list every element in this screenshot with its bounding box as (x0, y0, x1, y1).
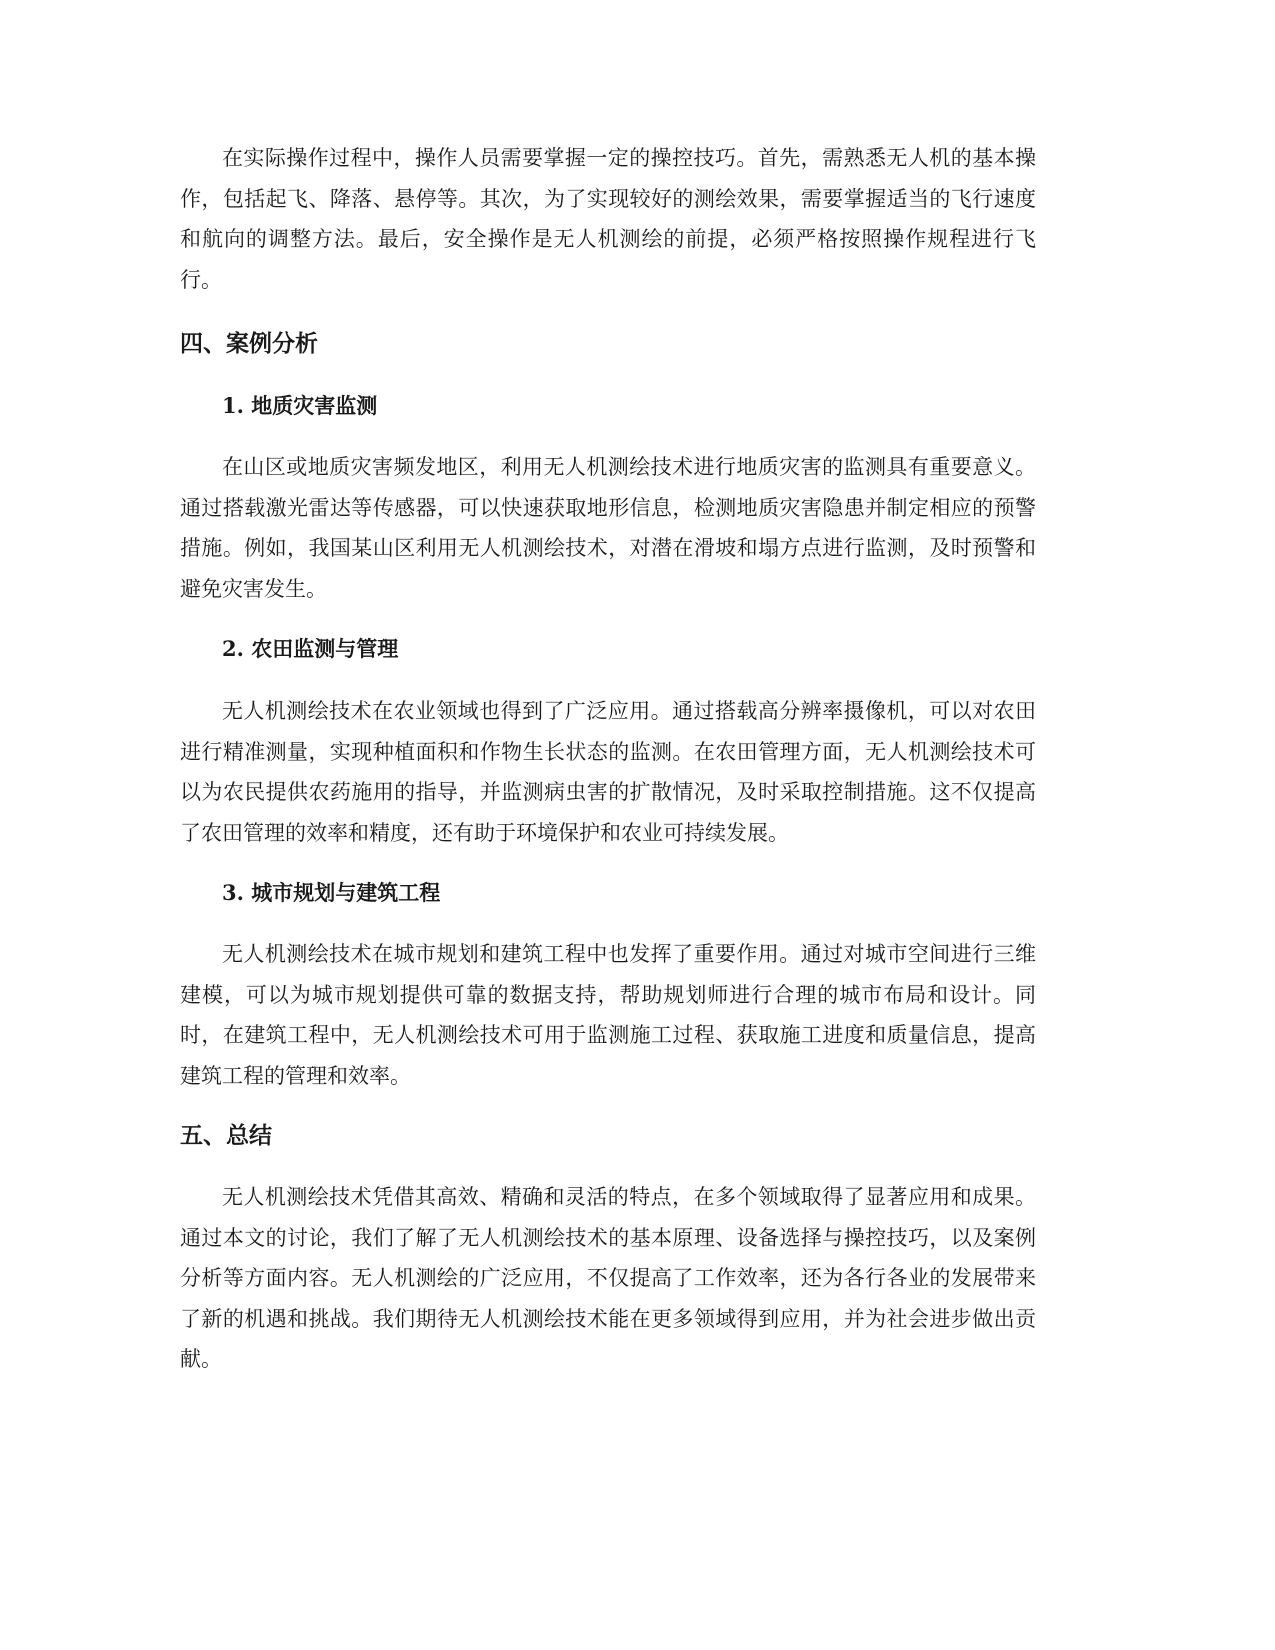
subheading-farmland: 2. 农田监测与管理 (222, 636, 399, 661)
paragraph-summary: 无人机测绘技术凭借其高效、精确和灵活的特点，在多个领域取得了显著应用和成果。通过本文的讨论，我们了解了无人机测绘技术的基本原理、设备选择与操控技巧，以及案例分析等方面内容。无人机测绘的广泛应用，不仅提高了工作效率，还为各行各业的发展带来了新的机遇和挑战。我们期待无人机测绘技术能在更多领域得到应用，并为社会进步做出贡献。 (180, 1185, 1036, 1371)
subheading-geological-disaster: 1. 地质灾害监测 (222, 393, 378, 418)
paragraph-geological-disaster: 在山区或地质灾害频发地区，利用无人机测绘技术进行地质灾害的监测具有重要意义。通过搭载激光雷达等传感器，可以快速获取地形信息，检测地质灾害隐患并制定相应的预警措施。例如，我国某山区利用无人机测绘技术，对潜在滑坡和塌方点进行监测，及时预警和避免灾害发生。 (180, 455, 1036, 601)
paragraph-farmland: 无人机测绘技术在农业领域也得到了广泛应用。通过搭载高分辨率摄像机，可以对农田进行精准测量，实现种植面积和作物生长状态的监测。在农田管理方面，无人机测绘技术可以为农民提供农药施用的指导，并监测病虫害的扩散情况，及时采取控制措施。这不仅提高了农田管理的效率和精度，还有助于环境保护和农业可持续发展。 (180, 699, 1036, 845)
section-heading-case-analysis: 四、案例分析 (180, 331, 318, 357)
paragraph-urban-planning: 无人机测绘技术在城市规划和建筑工程中也发挥了重要作用。通过对城市空间进行三维建模，可以为城市规划提供可靠的数据支持，帮助规划师进行合理的城市布局和设计。同时，在建筑工程中，无人机测绘技术可用于监测施工过程、获取施工进度和质量信息，提高建筑工程的管理和效率。 (180, 942, 1036, 1088)
document-page (180, 138, 1036, 1380)
paragraph-operation-skills: 在实际操作过程中，操作人员需要掌握一定的操控技巧。首先，需熟悉无人机的基本操作，包括起飞、降落、悬停等。其次，为了实现较好的测绘效果，需要掌握适当的飞行速度和航向的调整方法。最后，安全操作是无人机测绘的前提，必须严格按照操作规程进行飞行。 (180, 146, 1036, 292)
section-heading-summary: 五、总结 (180, 1123, 272, 1149)
subheading-urban-planning: 3. 城市规划与建筑工程 (222, 880, 441, 905)
